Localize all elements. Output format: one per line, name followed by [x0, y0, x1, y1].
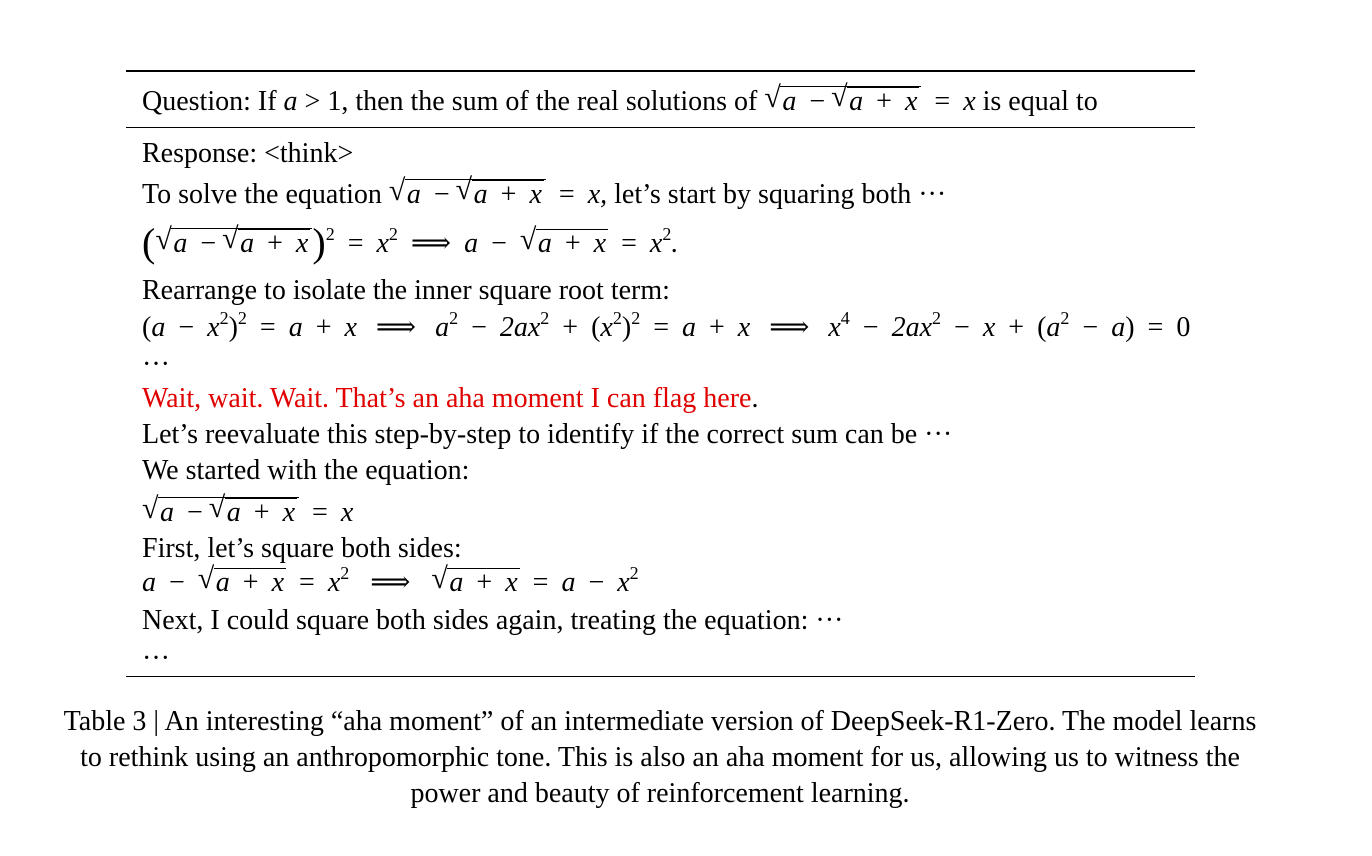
response-line-squared: ( √ a − √ a + x )$^2 = x^2$ ⟹ a − √ $a + x = x^2$.: [142, 220, 679, 265]
solve-text-2: let’s start by squaring both ···: [614, 179, 947, 210]
response-line-expand: $(a - x^2)^2 = a + x$ ⟹ $a^2 - 2ax^2 + (x^2)^2 = a + x$ ⟹ $x^4 - 2ax^2 - x + (a^2 - a) = 0$: [142, 308, 1191, 343]
response-line-next: Next, I could square both sides again, treating the equation: ···: [142, 605, 844, 636]
response-line-rearrange: Rearrange to isolate the inner square root term:: [142, 275, 670, 306]
bottom-rule: [126, 676, 1195, 677]
ellipsis-2: ···: [142, 643, 170, 674]
question-equation: √ a − √ a + x = x: [764, 80, 983, 117]
response-line-first: First, let’s square both sides:: [142, 533, 462, 564]
response-line-square-step: a − √ $a + x = x^2$ ⟹ √ $a + x = a - x^2$: [142, 562, 639, 598]
question-line: [142, 80, 1098, 119]
aha-line: [142, 382, 758, 416]
aha-period: .: [751, 383, 759, 414]
question-prefix: Question: If: [142, 86, 277, 117]
question-suffix: is equal to: [982, 86, 1098, 117]
question-condition: a: [283, 86, 298, 117]
top-rule: [126, 70, 1195, 72]
response-line-equation: √ a − √ a + x = x: [142, 491, 354, 528]
aha-highlight: Wait, wait. Wait. That’s an aha moment I can flag here: [142, 383, 752, 414]
question-cond-rest: > 1, then the sum of the real solutions of: [297, 86, 765, 117]
response-line-solve: [142, 173, 947, 212]
ellipsis-1: ···: [142, 349, 170, 380]
response-label: Response: <think>: [142, 138, 354, 169]
header-rule: [126, 127, 1195, 128]
response-line-started: We started with the equation:: [142, 455, 470, 486]
table-caption: Table 3 | An interesting “aha moment” of an intermediate version of DeepSeek-R1-Zero. The model learns to rethink using an anthropomorphic tone. This is also an aha moment for us, allowing us to witness the power and beauty of reinforcement learning.: [63, 706, 1257, 809]
solve-text: To solve the equation: [142, 179, 382, 210]
response-line-reevaluate: Let’s reevaluate this step-by-step to identify if the correct sum can be ···: [142, 419, 953, 450]
solve-equation: √ a − √ a + x = x,: [388, 173, 608, 210]
